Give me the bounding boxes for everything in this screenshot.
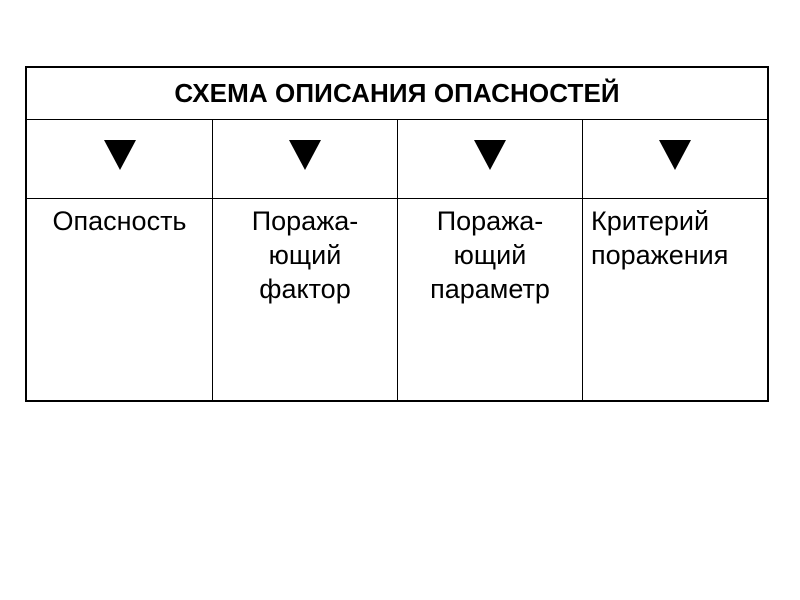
- column-damaging-factor-line-3: фактор: [259, 274, 351, 304]
- arrow-cell-1: [27, 120, 213, 199]
- column-damaging-factor-line-2: ющий: [268, 240, 342, 270]
- scheme-title: СХЕМА ОПИСАНИЯ ОПАСНОСТЕЙ: [27, 68, 767, 120]
- column-damaging-parameter-line-1: Поража-: [436, 206, 544, 236]
- column-damage-criterion-line-1: Критерий: [591, 206, 710, 236]
- down-arrow-icon: [474, 140, 506, 170]
- column-damage-criterion-line-2: поражения: [591, 240, 729, 270]
- down-arrow-icon: [289, 140, 321, 170]
- column-damaging-parameter-line-2: ющий: [453, 240, 527, 270]
- down-arrow-icon: [104, 140, 136, 170]
- arrow-cell-2: [213, 120, 398, 199]
- arrow-cell-3: [398, 120, 583, 199]
- hazard-description-scheme: [25, 66, 769, 402]
- column-hazard-line-1: Опасность: [52, 206, 187, 236]
- column-damage-criterion: [583, 199, 767, 400]
- column-damaging-parameter-line-3: параметр: [430, 274, 550, 304]
- column-damaging-factor: [213, 199, 398, 400]
- column-damaging-parameter: [398, 199, 583, 400]
- column-damaging-factor-line-1: Поража-: [251, 206, 359, 236]
- column-hazard: [27, 199, 213, 400]
- down-arrow-icon: [659, 140, 691, 170]
- arrow-cell-4: [583, 120, 767, 199]
